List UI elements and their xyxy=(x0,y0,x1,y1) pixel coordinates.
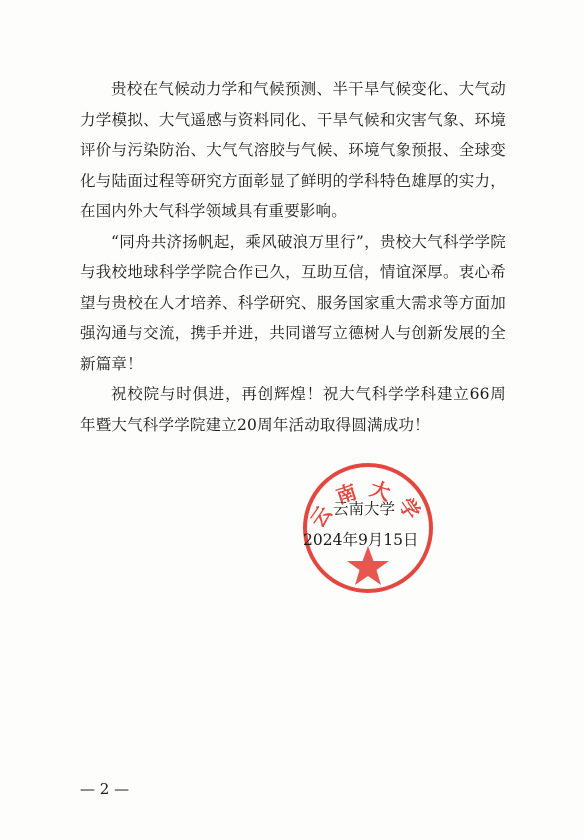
page-number: — 2 — xyxy=(80,780,130,798)
star-icon xyxy=(347,546,389,585)
paragraph-research-strengths: 贵校在气候动力学和气候预测、半干旱气候变化、大气动力学模拟、大气遥感与资料同化、干旱气候和灾害气象、环境评价与污染防治、大气气溶胶与气候、环境气象预报、全球变化与陆面过程等研究方面彰显了鲜明的学科特色雄厚的实力，在国内外大气科学领域具有重要影响。 xyxy=(80,80,506,220)
official-seal xyxy=(300,460,436,596)
seal-arc-text: 云南大学 xyxy=(305,476,431,532)
paragraph-cooperation: “同舟共济扬帆起，乘风破浪万里行”，贵校大气科学学院与我校地球科学学院合作已久，互助互信，情谊深厚。衷心希望与贵校在人才培养、科学研究、服务国家重大需求等方面加强沟通与交流，携手并进，共同谱写立德树人与创新发展的全新篇章！ xyxy=(80,232,506,373)
paragraph-congratulations: 祝校院与时俱进，再创辉煌！祝大气科学学科建立66周年暨大气科学学院建立20周年活动取得圆满成功！ xyxy=(80,385,506,434)
signature-organization: 云南大学 xyxy=(333,500,396,518)
signature-date: 2024年9月15日 xyxy=(303,531,419,549)
letter-body xyxy=(80,74,506,440)
